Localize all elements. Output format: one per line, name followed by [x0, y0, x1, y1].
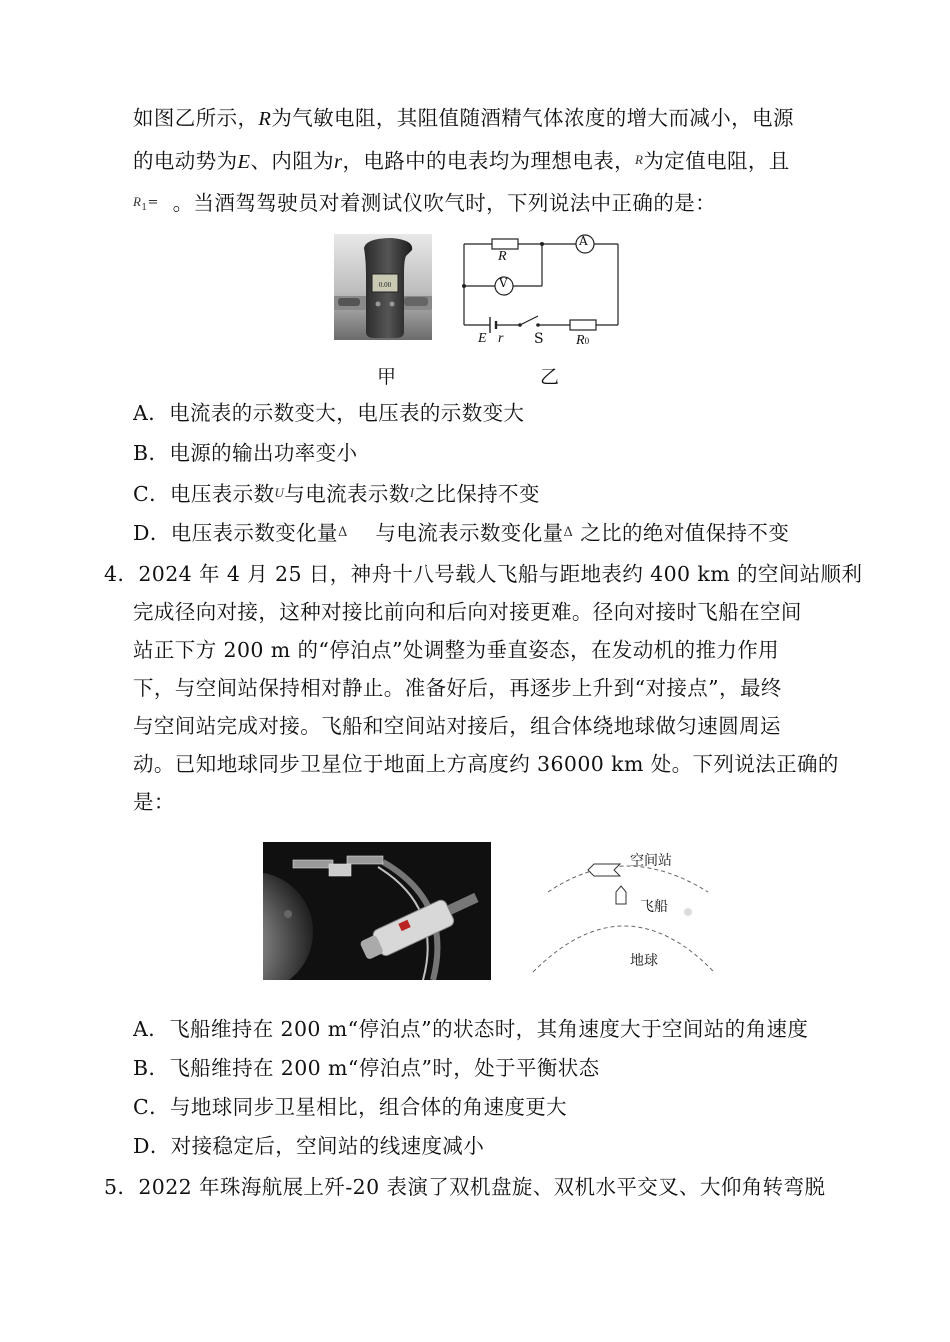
q5-stem-line-1: 5．2022 年珠海航展上歼-20 表演了双机盘旋、双机水平交叉、大仰角转弯脱: [104, 1175, 826, 1199]
figure-label-jia: 甲: [377, 366, 397, 388]
q4-option-c: C．与地球同步卫星相比，组合体的角速度更大: [133, 1095, 568, 1119]
q4-stem-line-7: 是：: [133, 790, 175, 814]
switch-S-label: S: [534, 331, 544, 347]
docking-schematic: [530, 846, 720, 978]
circuit-R0-label: R0: [576, 333, 590, 348]
circuit-r-label: r: [498, 331, 504, 346]
circuit-E-label: E: [478, 331, 487, 346]
q3-intro-line-1: 如图乙所示，R为气敏电阻，其阻值随酒精气体浓度的增大而减小，电源: [133, 106, 794, 130]
circuit-R-label: R: [498, 249, 507, 264]
ammeter-label: A: [579, 234, 588, 248]
q3-option-c: C．电压表示数U与电流表示数I之比保持不变: [133, 482, 540, 506]
svg-text:0.00: 0.00: [378, 281, 392, 289]
q4-option-a: A．飞船维持在 200 m“停泊点”的状态时，其角速度大于空间站的角速度: [133, 1017, 809, 1041]
circuit-diagram: [458, 234, 623, 360]
earth-label: 地球: [630, 953, 658, 969]
q4-option-b: B．飞船维持在 200 m“停泊点”时，处于平衡状态: [133, 1056, 600, 1080]
q3-option-b: B．电源的输出功率变小: [133, 441, 358, 465]
figure-label-yi: 乙: [540, 366, 560, 388]
q3-intro-line-3: R1= 。当酒驾驾驶员对着测试仪吹气时，下列说法中正确的是：: [133, 191, 717, 215]
q4-stem-line-4: 下，与空间站保持相对静止。准备好后，再逐步上升到“对接点”，最终: [133, 676, 782, 700]
q4-stem-line-1: 4．2024 年 4 月 25 日，神舟十八号载人飞船与距地表约 400 km 的空间站顺利: [104, 562, 863, 586]
ship-label: 飞船: [640, 899, 668, 915]
q4-stem-line-2: 完成径向对接，这种对接比前向和后向对接更难。径向对接时飞船在空间: [133, 600, 802, 624]
space-station-photo: [263, 842, 491, 980]
station-label: 空间站: [630, 853, 672, 869]
q3-option-d: D．电压表示数变化量Δ 与电流表示数变化量Δ 之比的绝对值保持不变: [133, 521, 790, 545]
q4-stem-line-6: 动。已知地球同步卫星位于地面上方高度约 36000 km 处。下列说法正确的: [133, 752, 839, 776]
q4-stem-line-5: 与空间站完成对接。飞船和空间站对接后，组合体绕地球做匀速圆周运: [133, 714, 781, 738]
q3-option-a: A．电流表的示数变大，电压表的示数变大: [133, 401, 525, 425]
q3-intro-line-2: 的电动势为E、内阻为r，电路中的电表均为理想电表，R为定值电阻，且: [133, 149, 790, 173]
q4-option-d: D．对接稳定后，空间站的线速度减小: [133, 1134, 485, 1158]
breathalyzer-photo: [334, 234, 432, 340]
voltmeter-label: V: [499, 276, 508, 290]
q4-stem-line-3: 站正下方 200 m 的“停泊点”处调整为垂直姿态，在发动机的推力作用: [133, 638, 780, 662]
